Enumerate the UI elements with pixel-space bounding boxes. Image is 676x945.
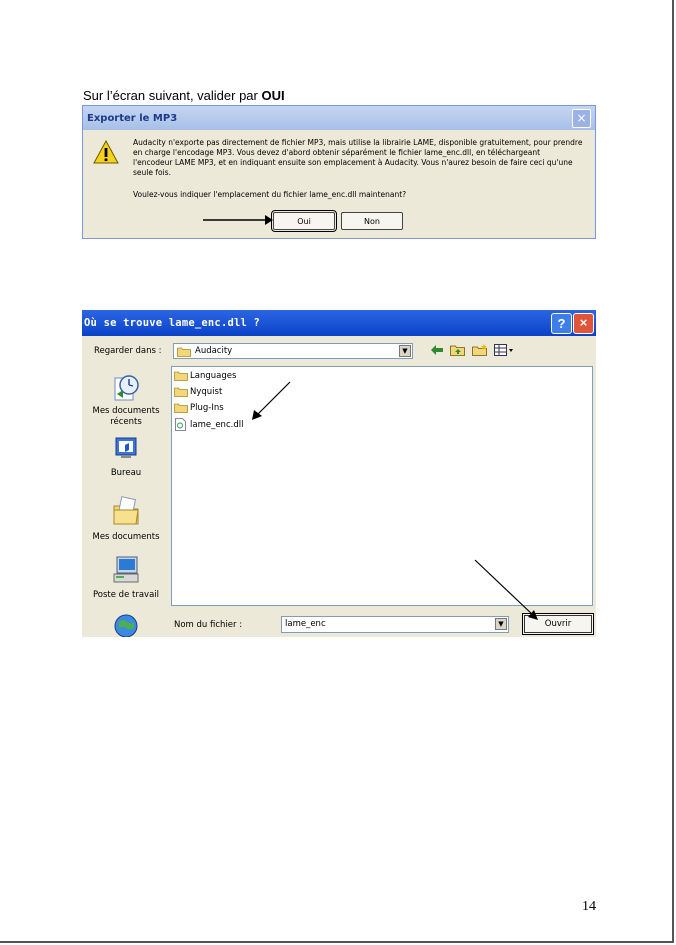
dialog-question: Voulez-vous indiquer l'emplacement du fichier lame_enc.dll maintenant?	[133, 190, 407, 199]
place-label: Mes documents récents	[92, 406, 160, 427]
recent-documents-icon	[111, 372, 141, 402]
dll-file-icon	[174, 418, 188, 431]
look-in-dropdown[interactable]	[173, 343, 413, 359]
look-in-value: Audacity	[195, 346, 233, 356]
file-name: Nyquist	[190, 386, 223, 397]
desktop-icon	[111, 434, 141, 464]
filename-input[interactable]	[281, 616, 509, 633]
look-in-label: Regarder dans :	[94, 346, 162, 356]
list-item[interactable]	[174, 418, 243, 431]
list-item[interactable]	[174, 370, 236, 381]
close-button[interactable]: ×	[572, 109, 591, 128]
instruction-emphasis: OUI	[261, 88, 285, 103]
network-icon	[111, 610, 141, 637]
new-folder-icon[interactable]	[472, 344, 488, 356]
instruction-text: Sur l’écran suivant, valider par OUI	[83, 88, 285, 103]
place-network[interactable]	[86, 610, 166, 637]
my-documents-icon	[111, 494, 141, 528]
file-open-dialog	[82, 310, 596, 637]
chevron-down-icon[interactable]: ▼	[495, 618, 507, 630]
folder-icon	[174, 370, 188, 381]
place-label: Poste de travail	[92, 590, 160, 600]
filename-value: lame_enc	[285, 619, 326, 629]
navigation-toolbar	[430, 344, 514, 356]
open-button[interactable]: Ouvrir	[522, 613, 594, 635]
list-item[interactable]	[174, 402, 224, 413]
dialog-titlebar	[83, 106, 595, 130]
folder-icon	[177, 346, 191, 357]
back-arrow-icon[interactable]	[430, 344, 444, 356]
message-line: seule fois.	[133, 168, 171, 177]
file-name: lame_enc.dll	[190, 419, 244, 430]
filename-label: Nom du fichier :	[174, 620, 243, 630]
message-line: en charge l'encodage MP3. Vous devez d'abord obtenir séparément le fichier lame_enc.dll, en téléchargeant	[133, 148, 541, 157]
close-button[interactable]: ×	[573, 313, 594, 334]
pointer-arrow	[203, 214, 273, 226]
page-number: 14	[582, 899, 596, 914]
dialog-title: Où se trouve lame_enc.dll ?	[84, 317, 261, 329]
message-line: Audacity n'exporte pas directement de fichier MP3, mais utilise la librairie LAME, disponible gratuitement, pour prendre	[133, 138, 583, 147]
file-name: Languages	[190, 370, 237, 381]
no-button[interactable]: Non	[341, 212, 403, 230]
place-my-documents[interactable]	[86, 494, 166, 543]
my-computer-icon	[111, 554, 141, 586]
help-button[interactable]: ?	[551, 313, 572, 334]
view-menu-icon[interactable]	[494, 344, 514, 356]
place-my-computer[interactable]	[86, 554, 166, 601]
place-recent-documents[interactable]	[86, 372, 166, 428]
yes-button[interactable]: Oui	[273, 212, 335, 230]
folder-icon	[174, 402, 188, 413]
list-item[interactable]	[174, 386, 222, 397]
chevron-down-icon[interactable]: ▼	[399, 345, 411, 357]
file-list[interactable]	[171, 366, 593, 606]
place-label: Mes documents	[92, 532, 160, 542]
up-folder-icon[interactable]	[450, 344, 466, 356]
dialog-message	[133, 138, 589, 178]
export-mp3-dialog	[82, 105, 596, 239]
dialog-title: Exporter le MP3	[87, 112, 178, 124]
warning-icon	[93, 140, 119, 164]
place-desktop[interactable]	[86, 434, 166, 479]
dialog-titlebar	[82, 310, 596, 336]
place-label: Bureau	[110, 468, 142, 478]
file-name: Plug-Ins	[190, 402, 224, 413]
message-line: l'encodeur LAME MP3, et en indiquant ensuite son emplacement à Audacity. Vous n'aurez besoin de faire ceci qu'une	[133, 158, 573, 167]
folder-icon	[174, 386, 188, 397]
